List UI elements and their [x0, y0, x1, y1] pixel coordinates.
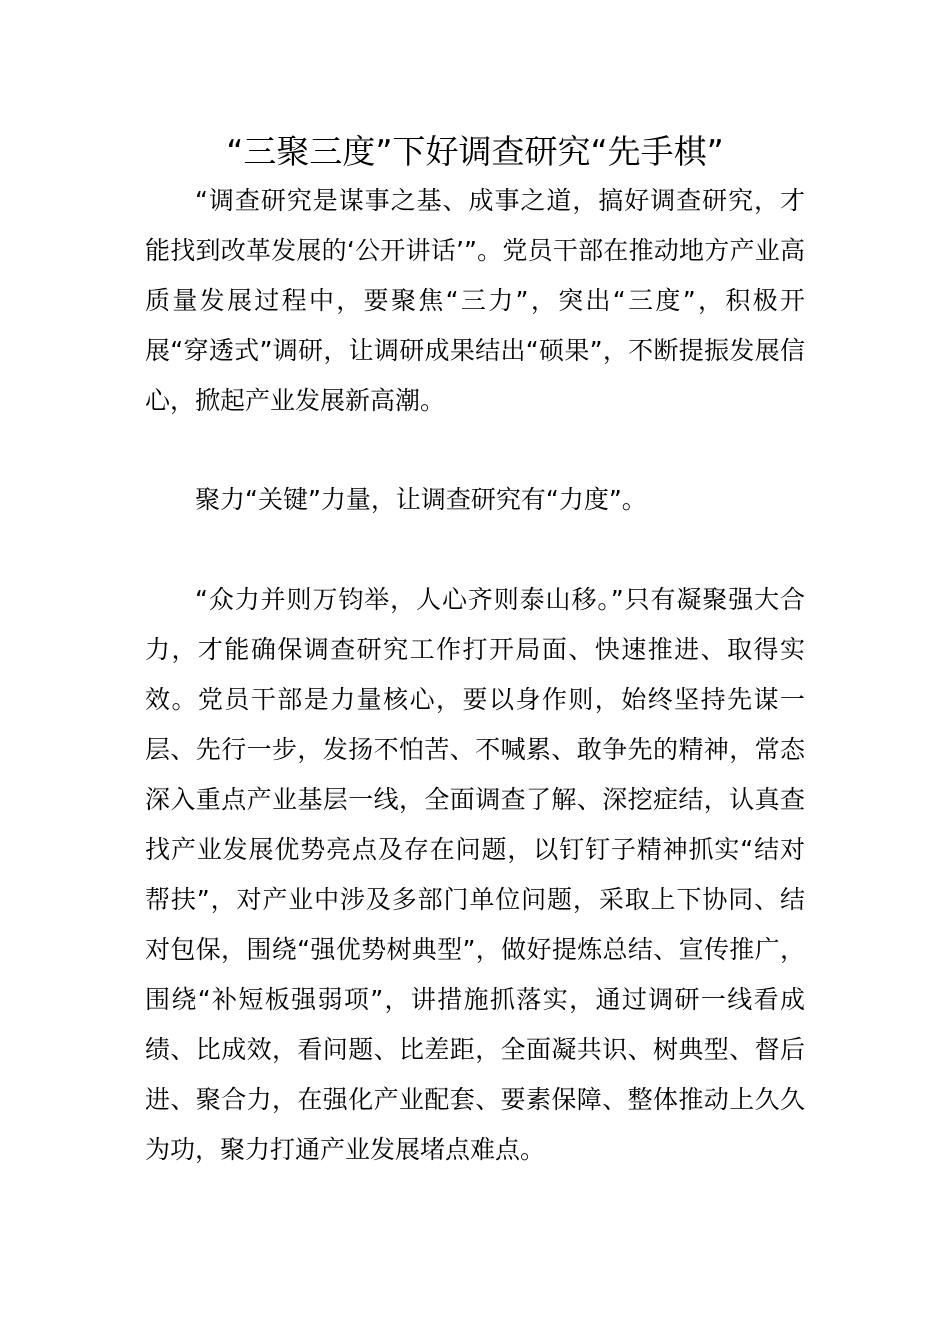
- document-title: “三聚三度”下好调查研究“先手棋”: [226, 132, 724, 171]
- paragraph-body: “众力并则万钧举，人心齐则泰山移。”只有凝聚强大合力，才能确保调查研究工作打开局面、快速推进、取得实效。党员干部是力量核心，要以身作则，始终坚持先谋一层、先行一步，发扬不怕苦、不喊累、敢争先的精神，常态深入重点产业基层一线，全面调查了解、深挖症结，认真查找产业发展优势亮点及存在问题，以钉钉子精神抓实“结对帮扶”，对产业中涉及多部门单位问题，采取上下协同、结对包保，围绕“强优势树典型”，做好提炼总结、宣传推广，围绕“补短板强弱项”，讲措施抓落实，通过调研一线看成绩、比成效，看问题、比差距，全面凝共识、树典型、督后进、聚合力，在强化产业配套、要素保障、整体推动上久久为功，聚力打通产业发展堵点难点。: [145, 585, 805, 1164]
- paragraph-intro: “调查研究是谋事之基、成事之道，搞好调查研究，才能找到改革发展的‘公开讲话’”。党员干部在推动地方产业高质量发展过程中，要聚焦“三力”，突出“三度”，积极开展“穿透式”调研，让调研成果结出“硕果”，不断提振发展信心，掀起产业发展新高潮。: [145, 186, 805, 415]
- section-heading: 聚力“关键”力量，让调查研究有“力度”。: [195, 485, 647, 514]
